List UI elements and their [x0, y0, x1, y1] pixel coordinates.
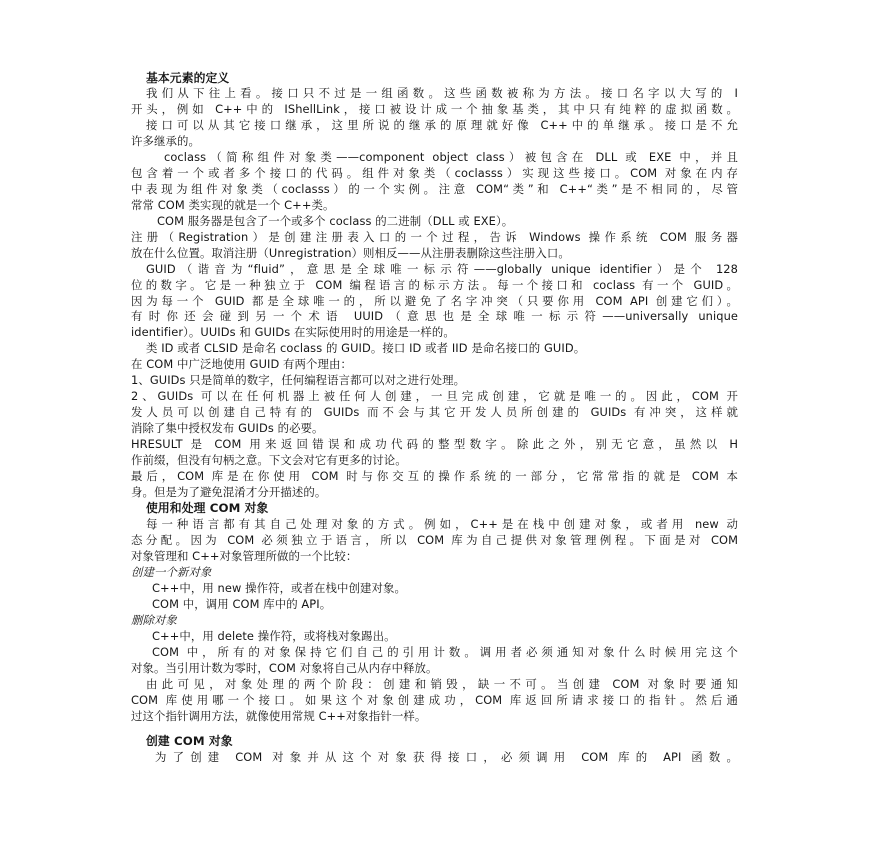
paragraph-line: C++中，用 delete 操作符，或将栈对象踢出。	[152, 629, 396, 643]
paragraph-line: 消除了集中授权发布 GUIDs 的必要。	[131, 421, 324, 435]
italic-subheading-create-object: 创建一个新对象	[131, 565, 212, 579]
list-item: 2、GUIDs 可以在任何机器上被任何人创建，一旦完成创建，它就是唯一的。因此，COM 开	[131, 389, 738, 403]
paragraph-line: GUID（谐音为“fluid”，意思是全球唯一标示符——globally unique identifier）是个 128	[146, 262, 738, 276]
paragraph-line: 注册（Registration）是创建注册表入口的一个过程，告诉 Windows 操作系统 COM 服务器	[131, 230, 738, 244]
paragraph-line: 为了创建 COM 对象并从这个对象获得接口，必须调用 COM 库的 API 函数。	[155, 750, 738, 764]
paragraph-line: 每一种语言都有其自己处理对象的方式。例如，C++是在栈中创建对象，或者用 new 动	[146, 517, 738, 531]
paragraph-line: 由此可见，对象处理的两个阶段：创建和销毁，缺一不可。当创建 COM 对象时要通知	[146, 677, 738, 691]
paragraph-line: 放在什么位置。取消注册（Unregistration）则相反——从注册表删除这些注册入口。	[131, 246, 570, 260]
paragraph-line: identifier）。UUIDs 和 GUIDs 在实际使用时的用途是一样的。	[131, 325, 455, 339]
paragraph-line: 发人员可以创建自己特有的 GUIDs 而不会与其它开发人员所创建的 GUIDs 有冲突，这样就	[131, 405, 738, 419]
paragraph-line: 许多继承的。	[131, 134, 200, 148]
paragraph-line: 类 ID 或者 CLSID 是命名 coclass 的 GUID。接口 ID 或者 IID 是命名接口的 GUID。	[146, 341, 586, 355]
section-heading-using-com-objects: 使用和处理 COM 对象	[146, 501, 269, 515]
paragraph-line: coclass（简称组件对象类——component object class）被包含在 DLL 或 EXE 中，并且	[164, 150, 738, 164]
paragraph-line: 态分配。因为 COM 必须独立于语言，所以 COM 库为自己提供对象管理例程。下面是对 COM	[131, 533, 738, 547]
paragraph-line: 在 COM 中广泛地使用 GUID 有两个理由：	[131, 357, 353, 371]
paragraph-line: 对象管理和 C++对象管理所做的一个比较：	[131, 549, 358, 563]
paragraph-line: 我们从下往上看。接口只不过是一组函数。这些函数被称为方法。接口名字以大写的 I	[146, 86, 738, 100]
paragraph-line: COM 中，调用 COM 库中的 API。	[152, 597, 332, 611]
list-item: 1、GUIDs 只是简单的数字，任何编程语言都可以对之进行处理。	[131, 373, 466, 387]
paragraph-line: 身。但是为了避免混淆才分开描述的。	[131, 485, 327, 499]
paragraph-line: 包含着一个或者多个接口的代码。组件对象类（coclasss）实现这些接口。COM 对象在内存	[131, 166, 738, 180]
paragraph-line: HRESULT 是 COM 用来返回错误和成功代码的整型数字。除此之外，别无它意，虽然以 H	[131, 437, 738, 451]
paragraph-line: 因为每一个 GUID 都是全球唯一的，所以避免了名字冲突（只要你用 COM API 创建它们）。	[131, 294, 738, 308]
paragraph-line: COM 服务器是包含了一个或多个 coclass 的二进制（DLL 或 EXE）。	[157, 214, 514, 228]
italic-subheading-delete-object: 删除对象	[131, 613, 177, 627]
paragraph-line: 常常 COM 类实现的就是一个 C++类。	[131, 198, 335, 212]
paragraph-line: 最后，COM 库是在你使用 COM 时与你交互的操作系统的一部分，它常常指的就是 COM 本	[131, 469, 738, 483]
paragraph-line: 中表现为组件对象类（coclasss）的一个实例。注意 COM“类”和 C++“类”是不相同的，尽管	[131, 182, 738, 196]
section-heading-basic-elements: 基本元素的定义	[146, 71, 230, 85]
paragraph-line: 位的数字。它是一种独立于 COM 编程语言的标示方法。每一个接口和 coclass 有一个 GUID。	[131, 278, 738, 292]
section-heading-create-com-object: 创建 COM 对象	[146, 734, 233, 748]
paragraph-line: 开头，例如 C++中的 IShellLink，接口被设计成一个抽象基类，其中只有纯粹的虚拟函数。	[131, 102, 738, 116]
paragraph-line: 过这个指针调用方法，就像使用常规 C++对象指针一样。	[131, 709, 427, 723]
paragraph-line: COM 库使用哪一个接口。如果这个对象创建成功，COM 库返回所请求接口的指针。然后通	[131, 693, 738, 707]
paragraph-line: 对象。当引用计数为零时，COM 对象将自己从内存中释放。	[131, 661, 438, 675]
paragraph-line: 作前缀，但没有句柄之意。下文会对它有更多的讨论。	[131, 453, 407, 467]
paragraph-line: 有时你还会碰到另一个术语 UUID（意思也是全球唯一标示符——universally unique	[131, 309, 738, 323]
paragraph-line: COM 中，所有的对象保持它们自己的引用计数。调用者必须通知对象什么时候用完这个	[152, 645, 738, 659]
paragraph-line: C++中，用 new 操作符，或者在栈中创建对象。	[152, 581, 406, 595]
paragraph-line: 接口可以从其它接口继承，这里所说的继承的原理就好像 C++中的单继承。接口是不允	[146, 118, 738, 132]
